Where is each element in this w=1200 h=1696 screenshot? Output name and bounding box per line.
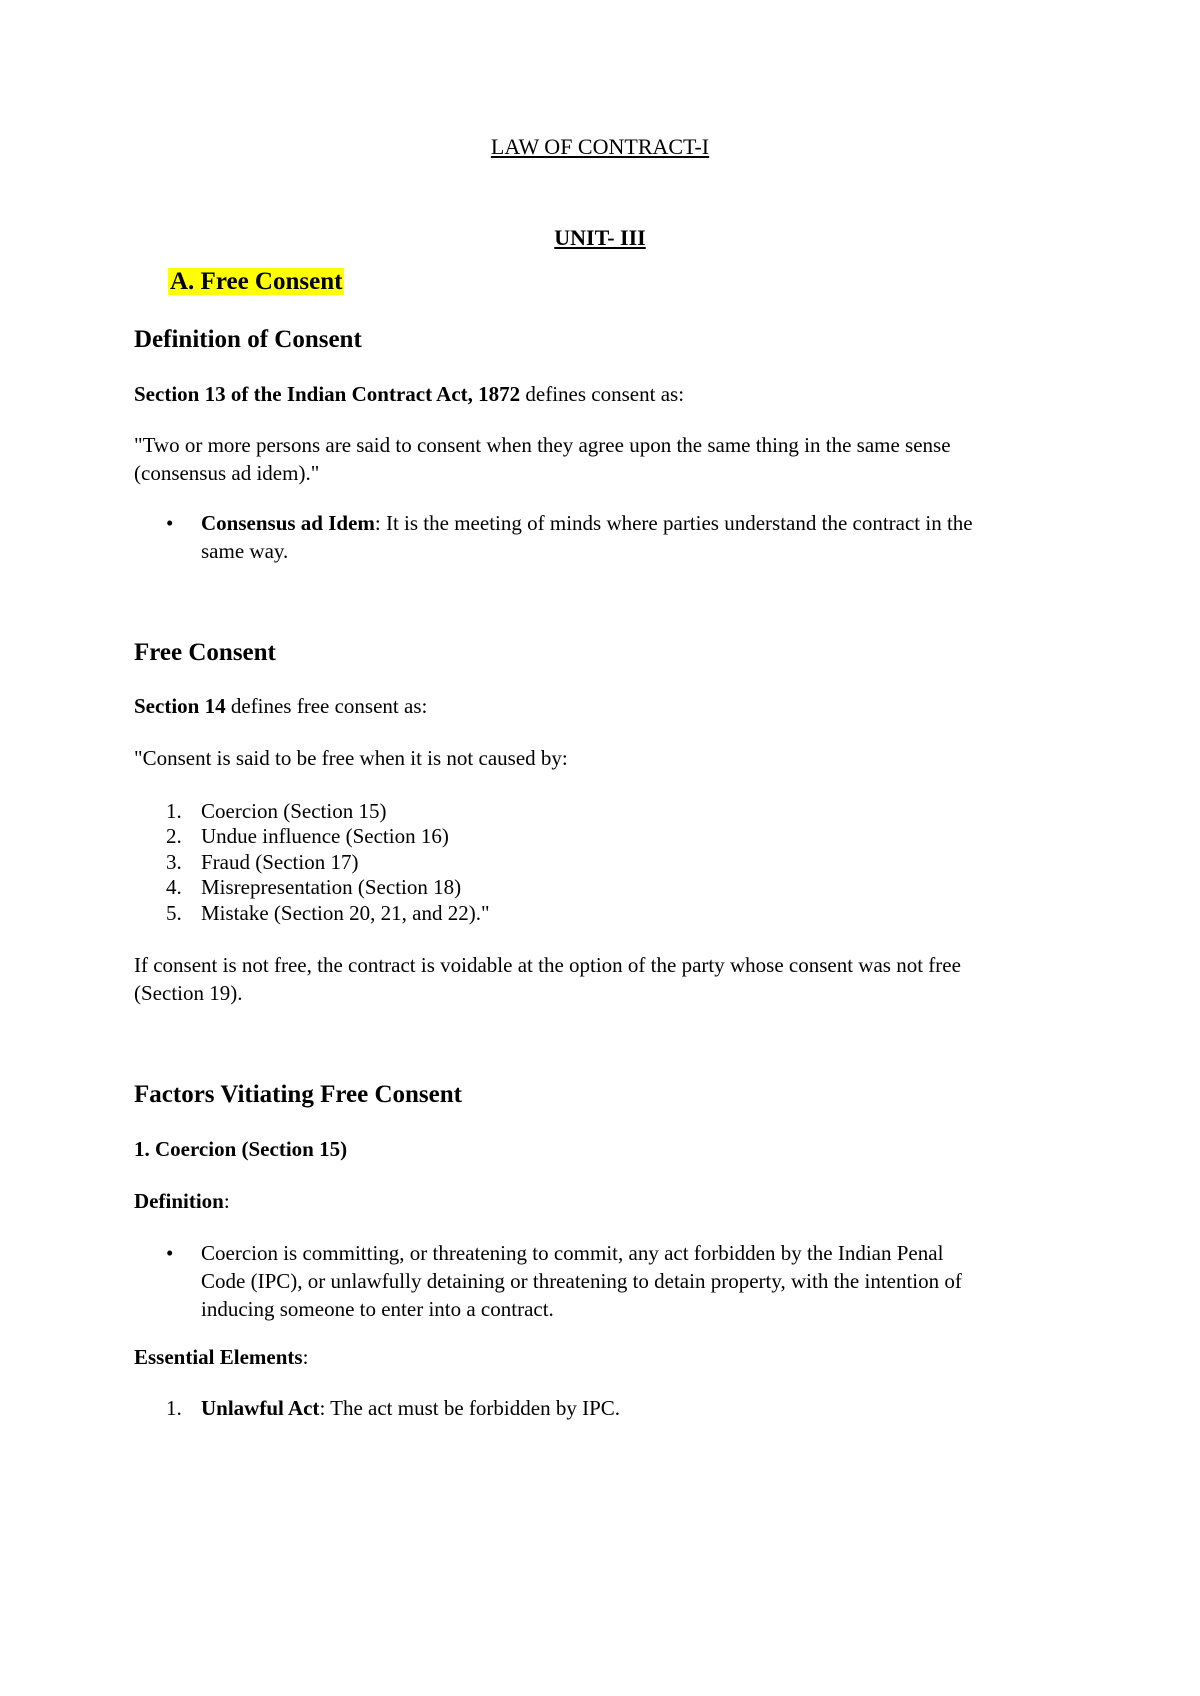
consent-quote: "Two or more persons are said to consent when they agree upon the same thing in the same sense (consensus ad idem).": [134, 433, 951, 485]
list-item: Fraud (Section 17): [201, 850, 359, 874]
section-13-bold: Section 13 of the Indian Contract Act, 1872: [134, 382, 521, 406]
element-1: [201, 1394, 620, 1422]
list-item-num: 1.: [166, 799, 182, 823]
ad-idem-bold: Consensus ad Idem: [201, 511, 375, 535]
bullet-marker: •: [166, 1241, 174, 1265]
factors-heading: Factors Vitiating Free Consent: [134, 1081, 462, 1108]
section-a-heading-text: A. Free Consent: [170, 268, 343, 295]
bullet-marker: •: [166, 511, 174, 535]
section-13-paragraph: [134, 380, 684, 408]
list-item: Undue influence (Section 16): [201, 824, 449, 848]
list-item-num: 4.: [166, 875, 182, 899]
document-title: LAW OF CONTRACT-I: [490, 134, 710, 159]
coercion-definition-text: Coercion is committing, or threatening to commit, any act forbidden by the Indian Penal Code (IPC), or unlawfully detaining or threatening to detain property, with the intention of inducing someone to enter into a contract.: [201, 1241, 962, 1321]
unit-heading: UNIT- III: [554, 225, 646, 250]
section-14-paragraph: [134, 692, 427, 720]
list-item-num: 1.: [166, 1396, 182, 1420]
list-item: Mistake (Section 20, 21, and 22).": [201, 901, 490, 925]
element-1-bold: Unlawful Act: [201, 1396, 320, 1420]
definition-label: [134, 1187, 230, 1215]
section-13-rest: defines consent as:: [520, 382, 685, 406]
ad-idem-bullet: [201, 509, 991, 565]
section-14-rest: defines free consent as:: [225, 694, 428, 718]
list-item-num: 2.: [166, 824, 182, 848]
list-item: Coercion (Section 15): [201, 799, 387, 823]
element-1-rest: : The act must be forbidden by IPC.: [319, 1396, 620, 1420]
section-a-heading: [168, 268, 344, 296]
definition-colon: :: [223, 1189, 230, 1213]
essential-colon: :: [302, 1345, 309, 1369]
list-item-num: 3.: [166, 850, 182, 874]
definition-of-consent-heading: Definition of Consent: [134, 326, 362, 353]
section-14-bold: Section 14: [134, 694, 226, 718]
ad-idem-rest: : It is the meeting of minds where parties understand the contract in the same way.: [201, 511, 973, 563]
free-consent-heading: Free Consent: [134, 639, 276, 666]
voidable-paragraph: If consent is not free, the contract is voidable at the option of the party whose consent was not free (Section 19).: [134, 953, 961, 1005]
list-item: Misrepresentation (Section 18): [201, 875, 462, 899]
list-item-num: 5.: [166, 901, 182, 925]
free-consent-quote: "Consent is said to be free when it is not caused by:: [134, 746, 568, 770]
coercion-heading: 1. Coercion (Section 15): [134, 1137, 348, 1161]
essential-elements-label: [134, 1343, 308, 1371]
essential-bold: Essential Elements: [134, 1345, 303, 1369]
definition-bold: Definition: [134, 1189, 224, 1213]
